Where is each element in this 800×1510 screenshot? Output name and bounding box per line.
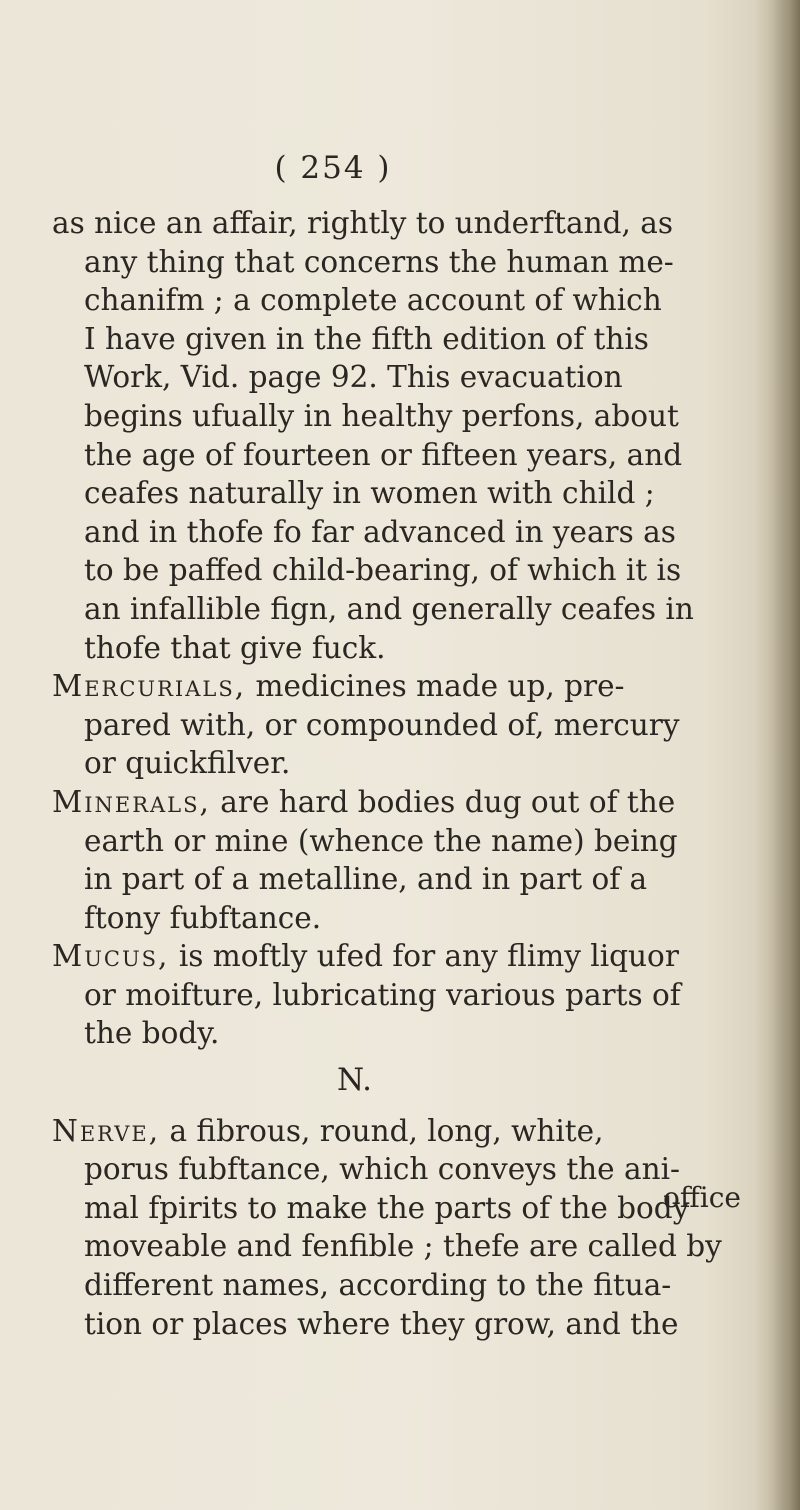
text-line: and in thofe fo far advanced in years as (84, 514, 676, 549)
entry-text: a fibrous, round, long, white, (160, 1113, 604, 1148)
text-line: or moifture, lubricating various parts of (84, 977, 681, 1012)
entry-head: Mucus, (52, 939, 170, 974)
entry-mercurials (52, 667, 777, 706)
text-line: or quickfilver. (84, 746, 291, 781)
text-line: mal fpirits to make the parts of the body (84, 1190, 690, 1225)
page-number: ( 254 ) (274, 150, 392, 186)
text-line: in part of a metalline, and in part of a (84, 862, 648, 897)
entry-head: Nerve, (52, 1113, 161, 1148)
entry-nerve (52, 1112, 777, 1151)
text-line: I have given in the fifth edition of this (84, 321, 649, 356)
entry-mucus (52, 937, 777, 976)
text-line: different names, according to the fitua- (84, 1268, 672, 1303)
text-line: begins ufually in healthy perfons, about (84, 398, 679, 433)
text-line: chanifm ; a complete account of which (84, 283, 662, 318)
text-line: Work, Vid. page 92. This evacuation (84, 360, 623, 395)
entry-text: are hard bodies dug out of the (210, 784, 676, 819)
text-line: thofe that give fuck. (84, 630, 386, 665)
text-line: porus fubftance, which conveys the ani- (84, 1152, 681, 1187)
entry-head: Mercurials, (52, 669, 247, 704)
text-line: an infallible fign, and generally ceafes in (84, 591, 694, 626)
text-line: ceafes naturally in women with child ; (84, 476, 655, 511)
section-heading: N. (337, 1062, 372, 1099)
text-line: tion or places where they grow, and the (84, 1306, 679, 1341)
entry-head: Minerals, (52, 784, 211, 819)
text-line: the body. (84, 1016, 220, 1051)
entry-text: is moftly ufed for any flimy liquor (169, 939, 679, 974)
text-line: the age of fourteen or fifteen years, and (84, 437, 683, 472)
text-line: as nice an affair, rightly to underftand, as (52, 206, 673, 240)
entry-text: medicines made up, pre- (246, 669, 625, 704)
text-line: any thing that concerns the human me- (84, 244, 674, 279)
catchword: office (663, 1181, 741, 1214)
body-text (52, 204, 777, 1343)
text-line: pared with, or compounded of, mercury (84, 707, 680, 742)
text-line: moveable and fenfible ; thefe are called by (84, 1229, 722, 1264)
entry-minerals (52, 783, 777, 822)
text-line: earth or mine (whence the name) being (84, 823, 678, 858)
text-line: ftony fubftance. (84, 900, 322, 935)
text-line: to be paffed child-bearing, of which it is (84, 553, 682, 588)
